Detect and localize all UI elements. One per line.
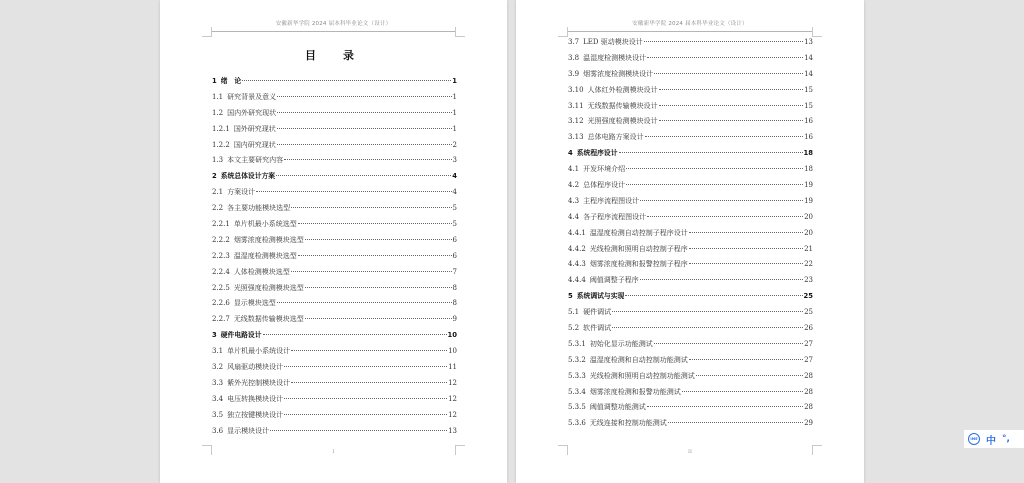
toc-dot-leader: [284, 366, 447, 367]
toc-entry[interactable]: [568, 353, 813, 369]
toc-entry-page: 27: [804, 339, 813, 348]
toc-dot-leader: [689, 232, 803, 233]
toc-entry[interactable]: [212, 217, 457, 233]
toc-entry-label: 方案设计: [227, 188, 256, 197]
toc-entry-label: 软件调试: [583, 324, 612, 333]
page-header-text: 安徽新华学院 2024 届本科毕业论文（设计）: [275, 21, 392, 27]
toc-dot-leader: [612, 311, 803, 312]
toc-entry-page: 3: [452, 156, 457, 165]
toc-entry-label: 温湿度检测模块设计: [583, 53, 647, 62]
toc-entry-number: 3.2: [212, 363, 224, 372]
toc-entry-number: 3.7: [568, 38, 580, 46]
toc-entry[interactable]: [212, 106, 457, 122]
toc-dot-leader: [644, 41, 803, 42]
toc-entry[interactable]: [568, 257, 813, 273]
toc-entry-number: 3.8: [568, 53, 580, 62]
toc-dot-leader: [640, 200, 803, 201]
toc-entry-page: 10: [448, 347, 457, 356]
toc-entry-label: 独立按键模块设计: [227, 410, 284, 419]
toc-entry-label: 初始化显示功能测试: [589, 339, 653, 348]
toc-entry-page: 16: [804, 117, 813, 126]
toc-entry-number: 2.2.5: [212, 283, 230, 292]
toc-dot-leader: [284, 414, 447, 415]
toc-entry[interactable]: [568, 51, 813, 67]
toc-entry-page: 19: [804, 196, 813, 205]
toc-entry-page: 13: [448, 426, 457, 435]
toc-entry-number: 3: [212, 331, 217, 340]
toc-entry-page: 14: [804, 69, 813, 78]
toc-entry[interactable]: [568, 162, 813, 178]
toc-entry-number: 2.2.7: [212, 315, 230, 324]
toc-entry-number: 5.3.1: [568, 339, 586, 348]
toc-entry-number: 4.2: [568, 181, 580, 190]
toc-entry[interactable]: [212, 296, 457, 312]
toc-entry-page: 6: [452, 235, 457, 244]
toc-entry-label: 阈值调整子程序: [589, 276, 639, 285]
toc-entry-number: 1.2: [212, 108, 224, 117]
toc-entry-number: 3.5: [212, 410, 224, 419]
toc-entry-label: 开发环境介绍: [583, 165, 626, 174]
toc-entry-number: 4.4.2: [568, 244, 586, 253]
toc-entry-label: 单片机最小系统设计: [227, 347, 291, 356]
toc-entry-page: 1: [452, 108, 457, 117]
toc-entry[interactable]: [212, 312, 457, 328]
toc-entry-label: 无线连接和控制功能测试: [589, 419, 667, 428]
toc-entry-page: 2: [452, 140, 457, 149]
toc-dot-leader: [263, 334, 447, 335]
document-page-1: [160, 0, 507, 483]
toc-entry-page: 20: [804, 212, 813, 221]
toc-entry-page: 8: [452, 283, 457, 292]
toc-entry[interactable]: [212, 265, 457, 281]
toc-dot-leader: [659, 105, 803, 106]
toc-entry[interactable]: [212, 408, 457, 424]
toc-entry[interactable]: [568, 83, 813, 99]
page-header-text: 安徽新华学院 2024 届本科毕业论文（设计）: [632, 21, 748, 27]
toc-dot-leader: [654, 343, 803, 344]
toc-entry-page: 18: [804, 165, 813, 174]
toc-entry-page: 23: [804, 276, 813, 285]
toc-entry-page: 13: [804, 38, 813, 46]
toc-entry-page: 1: [452, 124, 457, 133]
toc-entry-number: 3.10: [568, 85, 584, 94]
toc-entry-page: 5: [452, 204, 457, 213]
document-page-2: [516, 0, 864, 483]
toc-dot-leader: [291, 382, 447, 383]
toc-dot-leader: [277, 112, 451, 113]
toc-entry-label: LED 驱动模块设计: [583, 38, 643, 46]
toc-entry-label: 各子程序流程图设计: [583, 212, 647, 221]
toc-dot-leader: [689, 248, 803, 249]
toc-entry[interactable]: [568, 146, 813, 162]
toc-entry-page: 25: [803, 292, 813, 301]
toc-entry-label: 光线检测和照明自动控制子程序: [589, 244, 688, 253]
toc-entry-label: 紫外光控制模块设计: [227, 378, 291, 387]
toc-dot-leader: [647, 216, 803, 217]
toc-entry-page: 28: [804, 371, 813, 380]
toc-dot-leader: [612, 327, 803, 328]
toc-entry-label: 单片机最小系统选型: [233, 220, 297, 229]
toc-entry[interactable]: [568, 305, 813, 321]
toc-entry-number: 5.3.5: [568, 403, 586, 412]
toc-entry[interactable]: [568, 273, 813, 289]
toc-entry-label: 人体红外检测模块设计: [587, 85, 658, 94]
margin-corner-mark: [455, 27, 465, 37]
toc-entry-label: 本文主要研究内容: [227, 156, 284, 165]
toc-entry[interactable]: [212, 169, 457, 185]
toc-entry-number: 2.2.4: [212, 267, 230, 276]
toc-dot-leader: [256, 191, 451, 192]
toc-dot-leader: [291, 207, 451, 208]
toc-entry-page: 12: [448, 394, 457, 403]
toc-dot-leader: [277, 96, 451, 97]
toc-entry-number: 3.11: [568, 101, 584, 110]
toc-dot-leader: [645, 136, 803, 137]
toc-entry-number: 4.3: [568, 196, 580, 205]
toc-entry-label: 系统调试与实现: [576, 292, 625, 301]
toc-entry-page: 4: [452, 172, 457, 181]
toc-dot-leader: [696, 375, 803, 376]
toc-dot-leader: [291, 350, 447, 351]
toc-entry[interactable]: [568, 210, 813, 226]
toc-entry-label: 电压转换模块设计: [227, 394, 284, 403]
toc-list: [568, 35, 813, 432]
toc-entry-number: 4.1: [568, 165, 580, 174]
toc-dot-leader: [242, 80, 451, 81]
toc-entry-page: 1: [452, 77, 457, 85]
toc-entry-page: 21: [804, 244, 813, 253]
toc-entry[interactable]: [568, 114, 813, 130]
page-number: II: [688, 449, 692, 455]
toc-entry[interactable]: [568, 226, 813, 242]
toc-dot-leader: [276, 175, 451, 176]
toc-entry-number: 3.6: [212, 426, 224, 435]
toc-entry[interactable]: [568, 178, 813, 194]
toc-entry-number: 4.4.3: [568, 260, 586, 269]
toc-entry[interactable]: [568, 35, 813, 51]
toc-entry[interactable]: [568, 369, 813, 385]
toc-dot-leader: [284, 159, 451, 160]
toc-dot-leader: [270, 430, 447, 431]
toc-entry[interactable]: [212, 74, 457, 90]
page-number: I: [332, 449, 335, 455]
toc-entry-number: 4: [568, 149, 573, 158]
toc-dot-leader: [277, 144, 452, 145]
toc-entry-page: 1: [452, 92, 457, 101]
toc-entry[interactable]: [212, 122, 457, 138]
toc-entry-label: 烟雾浓度检测模块选型: [233, 235, 304, 244]
toc-dot-leader: [277, 128, 452, 129]
toc-entry[interactable]: [212, 392, 457, 408]
toc-entry-label: 烟雾浓度检测模块设计: [583, 69, 654, 78]
toc-entry-page: 16: [804, 133, 813, 142]
toc-entry-page: 9: [452, 315, 457, 324]
toc-entry-page: 8: [452, 299, 457, 308]
toc-dot-leader: [626, 168, 803, 169]
toc-entry[interactable]: [568, 289, 813, 305]
toc-entry-page: 10: [447, 331, 457, 340]
toc-entry[interactable]: [568, 99, 813, 115]
toc-entry-number: 2.2: [212, 204, 224, 213]
toc-dot-leader: [291, 271, 452, 272]
toc-entry[interactable]: [568, 416, 813, 432]
toc-dot-leader: [626, 184, 803, 185]
toc-entry-page: 26: [804, 324, 813, 333]
toc-entry-number: 3.12: [568, 117, 584, 126]
toc-entry-number: 5.2: [568, 324, 580, 333]
toc-dot-leader: [305, 318, 452, 319]
toc-dot-leader: [284, 398, 447, 399]
header-rule: [568, 31, 812, 32]
toc-entry-page: 27: [804, 355, 813, 364]
ime-toolbar[interactable]: [964, 430, 1024, 448]
ime-language-toggle[interactable]: 中: [986, 435, 996, 447]
toc-dot-leader: [659, 120, 803, 121]
toc-entry-number: 3.3: [212, 378, 224, 387]
toc-entry-label: 温湿度检测自动控制子程序设计: [589, 228, 688, 237]
toc-entry[interactable]: [568, 67, 813, 83]
toc-entry-label: 绪 论: [220, 77, 242, 85]
toc-entry-page: 28: [804, 387, 813, 396]
toc-entry[interactable]: [568, 194, 813, 210]
toc-entry-label: 烟雾浓度检测和报警控制子程序: [589, 260, 688, 269]
margin-corner-mark: [558, 27, 568, 37]
toc-entry-page: 20: [804, 228, 813, 237]
toc-entry-number: 5.3.4: [568, 387, 586, 396]
toc-entry[interactable]: [568, 242, 813, 258]
toc-dot-leader: [647, 57, 803, 58]
toc-entry-label: 显示模块设计: [227, 426, 270, 435]
toc-dot-leader: [305, 239, 452, 240]
toc-entry-label: 各主要功能模块选型: [227, 204, 291, 213]
toc-dot-leader: [682, 391, 803, 392]
toc-entry-number: 5: [568, 292, 573, 301]
toc-entry-label: 国内外研究现状: [227, 108, 277, 117]
toc-entry-number: 4.4.4: [568, 276, 586, 285]
toc-entry-label: 无线数据传输模块设计: [587, 101, 658, 110]
toc-dot-leader: [619, 152, 803, 153]
toc-entry-label: 国内研究现状: [233, 140, 276, 149]
toc-entry-label: 显示模块选型: [233, 299, 276, 308]
toc-entry[interactable]: [568, 385, 813, 401]
toc-entry-number: 1.3: [212, 156, 224, 165]
toc-entry-number: 4.4: [568, 212, 580, 221]
toc-entry-label: 阈值调整功能测试: [589, 403, 646, 412]
toc-entry-number: 2.2.3: [212, 251, 230, 260]
toc-entry[interactable]: [212, 360, 457, 376]
toc-entry-number: 2.2.2: [212, 235, 230, 244]
toc-dot-leader: [625, 295, 802, 296]
toc-entry-label: 光照强度检测模块设计: [587, 117, 658, 126]
toc-entry[interactable]: [212, 201, 457, 217]
toc-entry[interactable]: [212, 185, 457, 201]
toc-entry-page: 14: [804, 53, 813, 62]
toc-dot-leader: [659, 89, 803, 90]
toc-entry-label: 总体程序设计: [583, 181, 626, 190]
toc-entry-number: 2: [212, 172, 217, 181]
toc-dot-leader: [647, 406, 803, 407]
toc-entry-label: 硬件调试: [583, 308, 612, 317]
toc-entry-number: 1.1: [212, 92, 224, 101]
toc-entry-page: 28: [804, 403, 813, 412]
toc-entry-label: 光照强度检测模块选型: [233, 283, 304, 292]
toc-entry-page: 25: [804, 308, 813, 317]
ime-logo-icon[interactable]: IME: [968, 433, 980, 445]
toc-entry-number: 2.2.6: [212, 299, 230, 308]
toc-entry[interactable]: [568, 130, 813, 146]
ime-punctuation-toggle[interactable]: °,: [1002, 434, 1010, 444]
toc-dot-leader: [298, 223, 452, 224]
toc-entry-label: 温湿度检测模块选型: [233, 251, 297, 260]
toc-entry-number: 3.4: [212, 394, 224, 403]
toc-entry-label: 烟雾浓度检测和报警功能测试: [589, 387, 681, 396]
margin-corner-mark: [202, 27, 212, 37]
toc-entry-page: 19: [804, 181, 813, 190]
toc-entry-label: 系统程序设计: [576, 149, 618, 158]
toc-entry-number: 2.1: [212, 188, 224, 197]
toc-entry-number: 3.1: [212, 347, 224, 356]
toc-entry-number: 3.13: [568, 133, 584, 142]
margin-corner-mark: [812, 27, 822, 37]
toc-entry-label: 光线检测和照明自动控制功能测试: [589, 371, 695, 380]
toc-list: [212, 74, 457, 439]
toc-entry[interactable]: [212, 233, 457, 249]
toc-entry-page: 11: [448, 363, 457, 372]
toc-dot-leader: [298, 255, 452, 256]
toc-dot-leader: [305, 287, 452, 288]
toc-dot-leader: [277, 302, 452, 303]
toc-entry-page: 6: [452, 251, 457, 260]
toc-entry-number: 5.3.2: [568, 355, 586, 364]
toc-entry-label: 风扇驱动模块设计: [227, 363, 284, 372]
toc-entry-number: 4.4.1: [568, 228, 586, 237]
toc-dot-leader: [689, 359, 803, 360]
toc-entry-number: 1: [212, 77, 217, 85]
toc-entry[interactable]: [212, 281, 457, 297]
toc-entry-label: 系统总体设计方案: [220, 172, 276, 181]
toc-entry-page: 15: [804, 101, 813, 110]
toc-dot-leader: [640, 279, 803, 280]
toc-entry[interactable]: [212, 328, 457, 344]
toc-entry-number: 2.2.1: [212, 220, 230, 229]
toc-entry-number: 5.3.3: [568, 371, 586, 380]
toc-entry-page: 12: [448, 378, 457, 387]
toc-entry-label: 国外研究现状: [233, 124, 276, 133]
toc-entry[interactable]: [212, 424, 457, 440]
toc-entry[interactable]: [212, 344, 457, 360]
header-rule: [212, 31, 455, 32]
toc-entry[interactable]: [212, 153, 457, 169]
toc-dot-leader: [689, 263, 803, 264]
toc-title: 目 录: [305, 49, 362, 62]
toc-entry-page: 12: [448, 410, 457, 419]
toc-entry-label: 无线数据传输模块选型: [233, 315, 304, 324]
toc-dot-leader: [668, 422, 803, 423]
toc-entry-page: 7: [452, 267, 457, 276]
toc-entry-number: 1.2.2: [212, 140, 230, 149]
toc-entry[interactable]: [212, 138, 457, 154]
toc-entry-number: 5.3.6: [568, 419, 586, 428]
toc-entry-page: 5: [452, 220, 457, 229]
toc-entry[interactable]: [212, 376, 457, 392]
toc-entry-label: 总体电路方案设计: [587, 133, 644, 142]
toc-entry[interactable]: [212, 90, 457, 106]
toc-entry-number: 5.1: [568, 308, 580, 317]
toc-entry-page: 15: [804, 85, 813, 94]
toc-entry-number: 3.9: [568, 69, 580, 78]
toc-dot-leader: [654, 73, 803, 74]
toc-entry-label: 研究背景及意义: [227, 92, 277, 101]
toc-entry-page: 29: [804, 419, 813, 428]
toc-entry-label: 人体检测模块选型: [233, 267, 290, 276]
toc-entry[interactable]: [212, 249, 457, 265]
toc-entry[interactable]: [568, 321, 813, 337]
toc-entry-page: 22: [804, 260, 813, 269]
toc-entry-number: 1.2.1: [212, 124, 230, 133]
toc-entry-page: 4: [452, 188, 457, 197]
toc-entry-page: 18: [803, 149, 813, 158]
toc-entry-label: 温湿度检测和自动控制功能测试: [589, 355, 688, 364]
toc-entry[interactable]: [568, 337, 813, 353]
toc-entry-label: 主程序流程图设计: [583, 196, 640, 205]
toc-entry[interactable]: [568, 400, 813, 416]
toc-entry-label: 硬件电路设计: [220, 331, 262, 340]
